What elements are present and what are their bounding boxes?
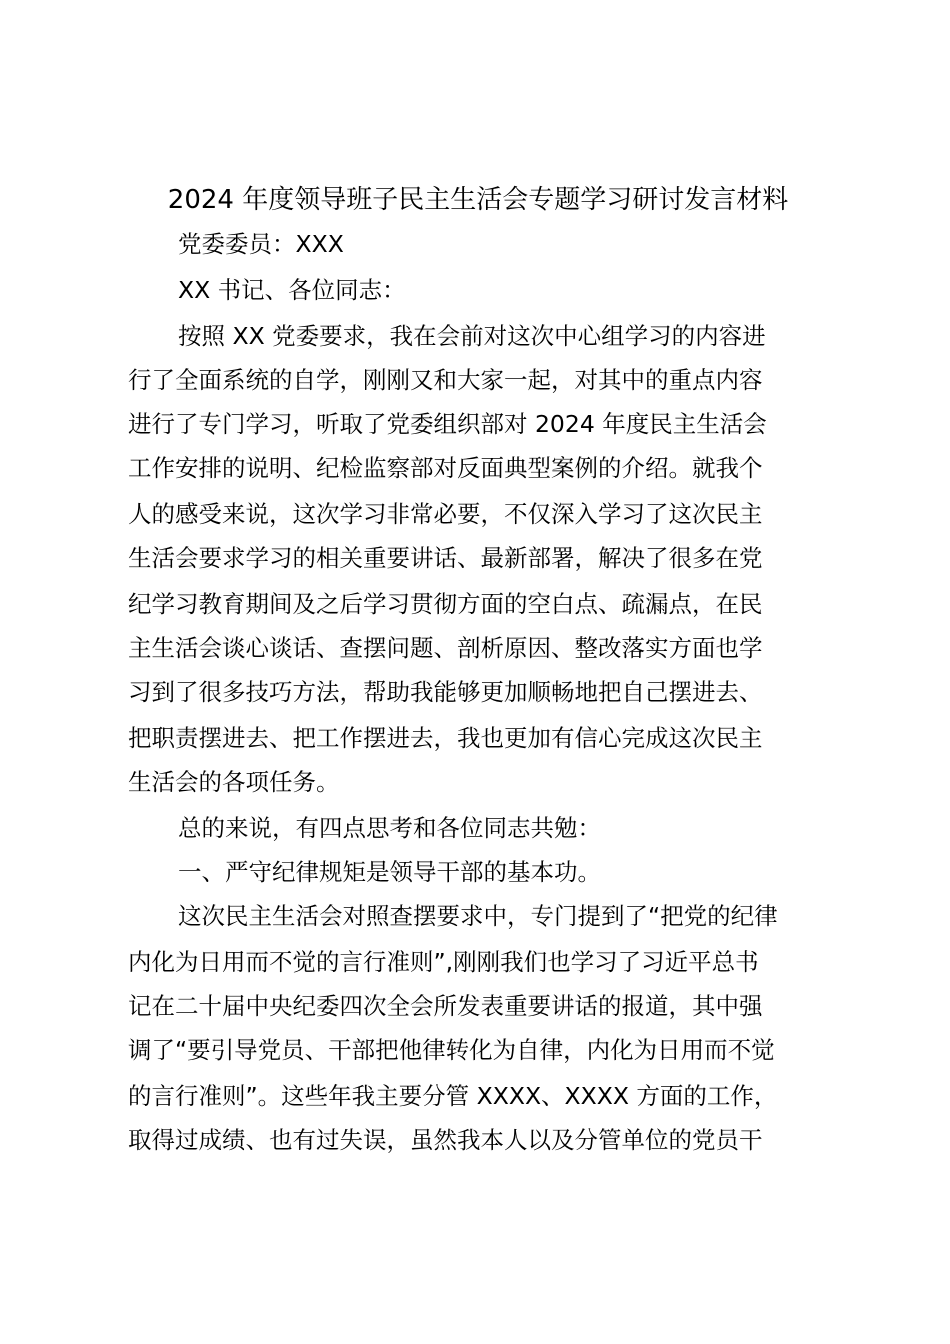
paragraph-line: 进行了专门学习，听取了党委组织部对 2024 年度民主生活会: [128, 410, 767, 438]
paragraph-line: 生活会的各项任务。: [128, 768, 340, 796]
paragraph-line: 调了“要引导党员、干部把他律转化为自律，内化为日用而不觉: [128, 1036, 775, 1064]
salutation-line: XX 书记、各位同志：: [178, 276, 406, 304]
paragraph-line: 内化为日用而不觉的言行准则”,刚刚我们也学习了习近平总书: [128, 948, 759, 976]
summary-line: 总的来说，有四点思考和各位同志共勉：: [178, 814, 601, 842]
section-heading: 一、严守纪律规矩是领导干部的基本功。: [178, 858, 601, 886]
paragraph-line: 把职责摆进去、把工作摆进去，我也更加有信心完成这次民主: [128, 724, 763, 752]
paragraph-line: 纪学习教育期间及之后学习贯彻方面的空白点、疏漏点，在民: [128, 590, 763, 618]
paragraph-line: 记在二十届中央纪委四次全会所发表重要讲话的报道，其中强: [128, 992, 763, 1020]
author-line: 党委委员：XXX: [178, 230, 344, 258]
paragraph-line: 取得过成绩、也有过失误，虽然我本人以及分管单位的党员干: [128, 1126, 763, 1154]
paragraph-line: 生活会要求学习的相关重要讲话、最新部署，解决了很多在党: [128, 544, 763, 572]
paragraph-line: 按照 XX 党委要求，我在会前对这次中心组学习的内容进: [178, 322, 766, 350]
paragraph-line: 工作安排的说明、纪检监察部对反面典型案例的介绍。就我个: [128, 454, 763, 482]
paragraph-line: 这次民主生活会对照查摆要求中，专门提到了“把党的纪律: [178, 902, 778, 930]
paragraph-line: 习到了很多技巧方法，帮助我能够更加顺畅地把自己摆进去、: [128, 678, 763, 706]
paragraph-line: 人的感受来说，这次学习非常必要，不仅深入学习了这次民主: [128, 500, 763, 528]
paragraph-line: 主生活会谈心谈话、查摆问题、剖析原因、整改落实方面也学: [128, 634, 763, 662]
paragraph-line: 的言行准则”。这些年我主要分管 XXXX、XXXX 方面的工作，: [128, 1082, 778, 1110]
paragraph-line: 行了全面系统的自学，刚刚又和大家一起，对其中的重点内容: [128, 366, 763, 394]
document-title: 2024 年度领导班子民主生活会专题学习研讨发言材料: [167, 185, 789, 215]
